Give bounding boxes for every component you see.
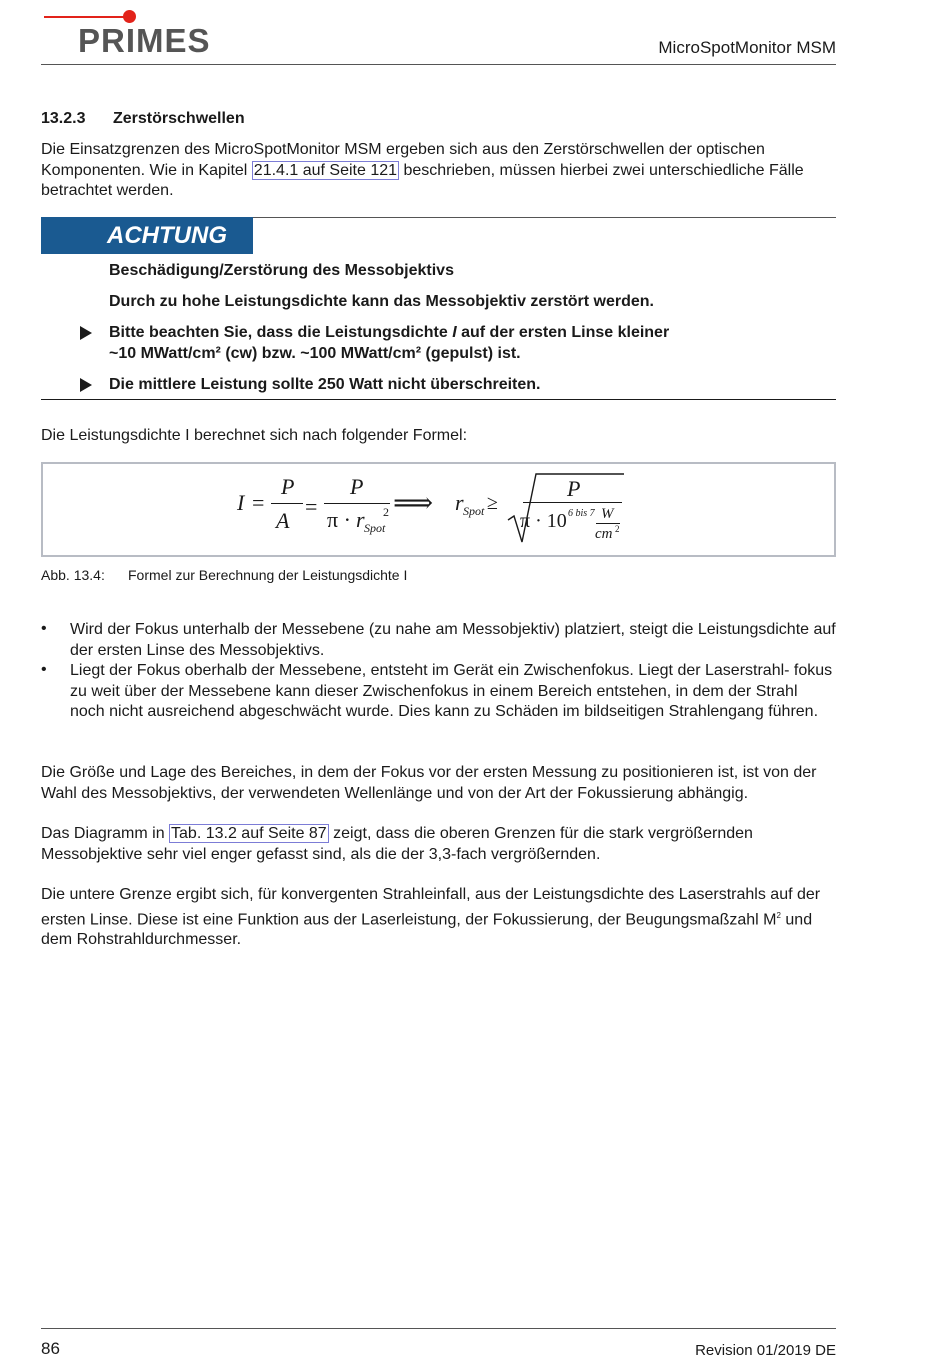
formula-eq-1: = [252,490,265,515]
bullet-dot-icon: • [41,620,47,637]
formula-box [41,462,836,557]
formula-exponent: 6 bis 7 [568,508,595,519]
link-tab-13-2[interactable]: Tab. 13.2 auf Seite 87 [171,825,327,842]
logo-accent-line [44,16,124,18]
paragraph-grenze [41,885,836,951]
formula-eq-2: = [305,494,318,519]
fraction-bar-2 [324,503,390,504]
formula-r: r [356,507,365,532]
bullet-item-2: Liegt der Fokus oberhalb der Messebene, entsteht im Gerät ein Zwischenfokus. Liegt der Laserstrahl- fokus zu weit über der Messebene kann dieser Zwischenfokus in einem Bereich entstehen, in dem der Strahl noch nicht ausreichend abgeschwächt wurde. Dies kann zu Schäden im bildseitigen Strahlengang führen. [70,662,833,720]
formula-P-3: P [567,476,581,501]
formula-A: A [276,508,290,533]
formula-geq: ≥ [487,492,498,514]
warning-title: Beschädigung/Zerstörung des Messobjektivs [109,262,454,279]
formula-P-2: P [350,474,364,499]
formula-spot: Spot [364,521,386,535]
warning-item-1 [109,322,809,364]
intro-paragraph [41,140,836,202]
paragraph-diagramm-start: Das Diagramm in [41,825,170,842]
warning-bottom-rule [41,399,836,400]
formula-cm: cm [595,526,613,542]
figure-caption-text: Formel zur Berechnung der Leistungsdichte I [128,567,408,583]
formula-W: W [601,506,614,522]
formula-I: I [237,490,245,515]
paragraph-diagramm [41,824,836,865]
implies-arrow-icon: ⟹ [393,488,434,519]
warning-top-rule [253,217,836,218]
warning-item-1-a: Bitte beachten Sie, dass die Leistungsdichte [109,324,453,341]
paragraph-lage: Die Größe und Lage des Bereiches, in dem der Fokus vor der ersten Messung zu positionieren ist, ist von der Wahl des Messobjektivs, der verwendeten Wellenlänge und von der Art der Fokussierung abhängig. [41,764,817,802]
section-title: Zerstörschwellen [113,110,245,127]
warning-banner: ACHTUNG [41,217,253,254]
paragraph-grenze-sup: 2 [776,910,781,920]
warning-statement: Durch zu hohe Leistungsdichte kann das Messobjektiv zerstört werden. [109,293,654,310]
intro-text-end: beschrieben, müssen hierbei zwei unterschiedliche Fälle betrachtet werden. [41,161,804,199]
link-kapitel-21-4-1[interactable]: 21.4.1 auf Seite 121 [253,161,398,179]
arrow-bullet-icon [80,378,92,392]
footer-divider [41,1328,836,1329]
paragraph-diagramm-end: zeigt, dass die oberen Grenzen für die stark vergrößernden Messobjektive sehr viel enger gefasst sind, als die der 3,3-fach vergrößernden. [41,825,753,863]
paragraph-grenze-end: und dem Rohstrahldurchmesser. [41,910,813,949]
formula-pi-10: π · 10 [520,510,567,532]
product-title: MicroSpotMonitor MSM [658,38,836,57]
warning-item-1-line2: ~10 MWatt/cm² (cw) bzw. ~100 MWatt/cm² (gepulst) ist. [109,345,521,362]
formula-spot-2: Spot [463,504,485,518]
bullet-item-1: Wird der Fokus unterhalb der Messebene (zu nahe am Messobjektiv) platziert, steigt die Leistungsdichte auf der ersten Linse des Messobjektivs. [70,621,836,659]
fraction-bar-3 [523,502,622,503]
formula-P-1: P [281,474,295,499]
primes-logo: PRIMES [78,22,211,59]
bullet-dot-icon: • [41,661,47,678]
formula-intro: Die Leistungsdichte I berechnet sich nach folgender Formel: [41,427,468,444]
formula-pi: π · [327,507,351,532]
formula-cm-sq: 2 [615,524,620,534]
revision-label: Revision 01/2019 DE [695,1342,836,1359]
warning-item-2: Die mittlere Leistung sollte 250 Watt nicht überschreiten. [109,376,541,393]
fraction-bar-1 [271,503,303,504]
arrow-bullet-icon [80,326,92,340]
intro-text-start: Die Einsatzgrenzen des MicroSpotMonitor MSM ergeben sich aus den Zerstörschwellen der optischen Komponenten. Wie in Kapitel [41,141,765,179]
formula-sq: 2 [383,505,389,519]
warning-item-1-italic: I [452,324,457,341]
warning-item-1-b: auf der ersten Linse kleiner [456,324,670,341]
paragraph-grenze-text: Die untere Grenze ergibt sich, für konvergenten Strahleinfall, aus der Leistungsdichte des Laserstrahls auf der ersten Linse. Diese ist eine Funktion aus der Laserleistung, der Fokussierung, der Beugungsmaßzahl M [41,886,821,928]
header-divider [41,64,836,65]
formula-r-spot: r [455,490,464,515]
section-number: 13.2.3 [41,110,86,127]
figure-caption-number: Abb. 13.4: [41,567,105,583]
page-number: 86 [41,1339,60,1358]
